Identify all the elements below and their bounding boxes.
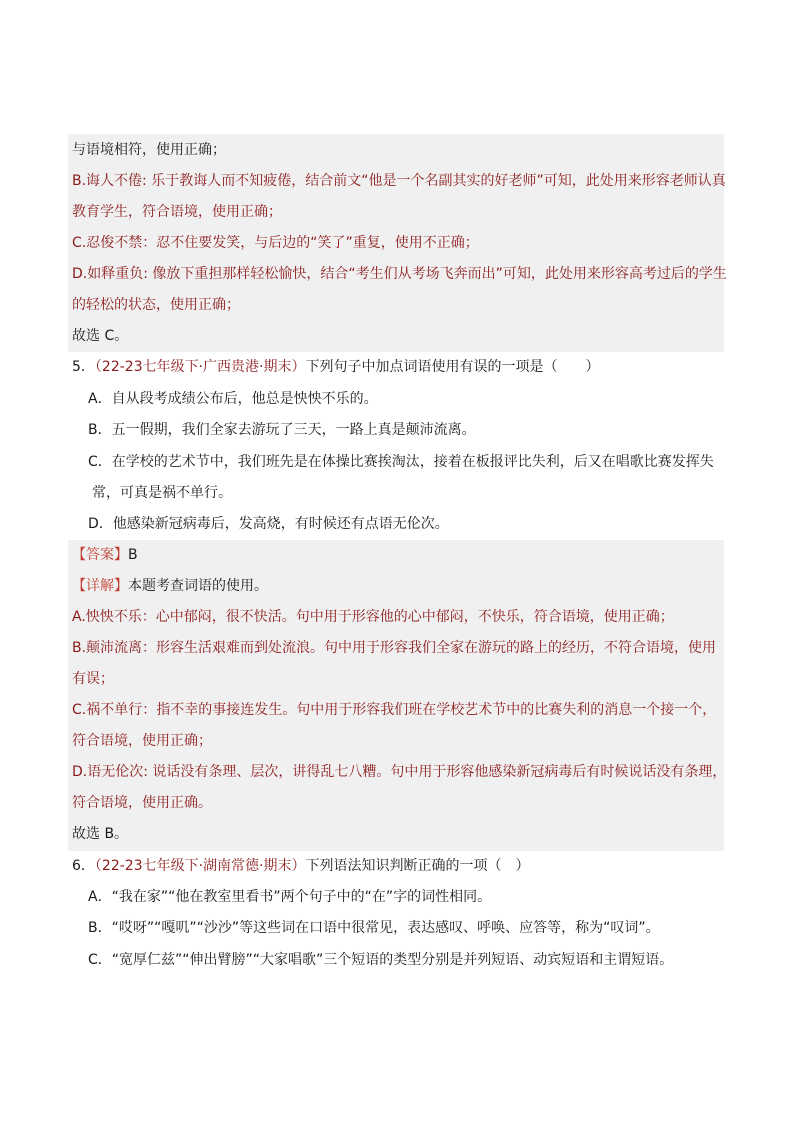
question-text: 下列句子中加点词语使用有误的一项是（ ） [305,359,600,375]
explanation-line: A.怏怏不乐：心中郁闷，很不快活。句中用于形容他的心中郁闷，不快乐，符合语境，使用正确； [72,609,674,625]
explanation-line: D.语无伦次: 说话没有条理、层次，讲得乱七八糟。句中用于形容他感染新冠病毒后有时候说话没有条理， [72,764,727,780]
question-text: 下列语法知识判断正确的一项（ ） [305,858,530,874]
detail-line [72,571,268,602]
question-6-stem [72,851,530,882]
option-b: B．“哎呀”“嘎叽”“沙沙”等这些词在口语中很常见，表达感叹、呼唤、应答等，称为“叹词”。 [88,920,660,936]
explanation-line: 有误； [72,671,114,687]
explanation-line: C.忍俊不禁：忍不住要发笑，与后边的“笑了”重复，使用不正确； [72,235,479,251]
question-number: 5． [72,359,95,375]
option-c-continued: 常，可真是祸不单行。 [92,485,232,501]
conclusion-line: 故选 C。 [72,328,129,344]
explanation-line: D.如释重负: 像放下重担那样轻松愉快，结合“考生们从考场飞奔而出”可知，此处用来形容高考过后的学生 [72,266,727,282]
detail-tag: 【详解】 [72,578,128,594]
explanation-line: 符合语境，使用正确； [72,733,212,749]
option-c: C．在学校的艺术节中，我们班先是在体操比赛挨淘汰，接着在板报评比失利，后又在唱歌比赛发挥失 [88,454,714,470]
option-d: D．他感染新冠病毒后，发高烧，有时候还有点语无伦次。 [88,516,449,532]
option-a: A．自从段考成绩公布后，他总是怏怏不乐的。 [88,391,378,407]
explanation-line: C.祸不单行：指不幸的事接连发生。句中用于形容我们班在学校艺术节中的比赛失利的消息一个接一个， [72,702,717,718]
option-c: C．“宽厚仁兹”“伸出臂膀”“大家唱歌”三个短语的类型分别是并列短语、动宾短语和主谓短语。 [88,952,674,968]
explanation-line: 与语境相符，使用正确； [72,142,226,158]
explanation-line: B.颠沛流离：形容生活艰难而到处流浪。句中用于形容我们全家在游玩的路上的经历，不符合语境，使用 [72,640,717,656]
question-number: 6． [72,858,95,874]
question-source: （22-23七年级下·广西贵港·期末） [94,359,306,375]
explanation-line: 的轻松的状态，使用正确； [72,297,240,313]
option-b: B．五一假期，我们全家去游玩了三天，一路上真是颠沛流离。 [88,422,476,438]
explanation-line: 教育学生，符合语境，使用正确； [72,204,282,220]
conclusion-line: 故选 B。 [72,826,129,842]
answer-line [72,540,138,571]
answer-tag: 【答案】 [72,547,128,563]
answer-value: B [128,547,138,563]
detail-text: 本题考查词语的使用。 [128,578,268,594]
explanation-line: B.诲人不倦: 乐于教诲人而不知疲倦，结合前文“他是一个名副其实的好老师”可知，此处用来形容老师认真 [72,173,726,189]
option-a: A．“我在家”“他在教室里看书”两个句子中的“在”字的词性相同。 [88,889,492,905]
question-5-stem [72,352,600,383]
explanation-line: 符合语境，使用正确。 [72,795,212,811]
question-source: （22-23七年级下·湖南常德·期末） [94,858,306,874]
